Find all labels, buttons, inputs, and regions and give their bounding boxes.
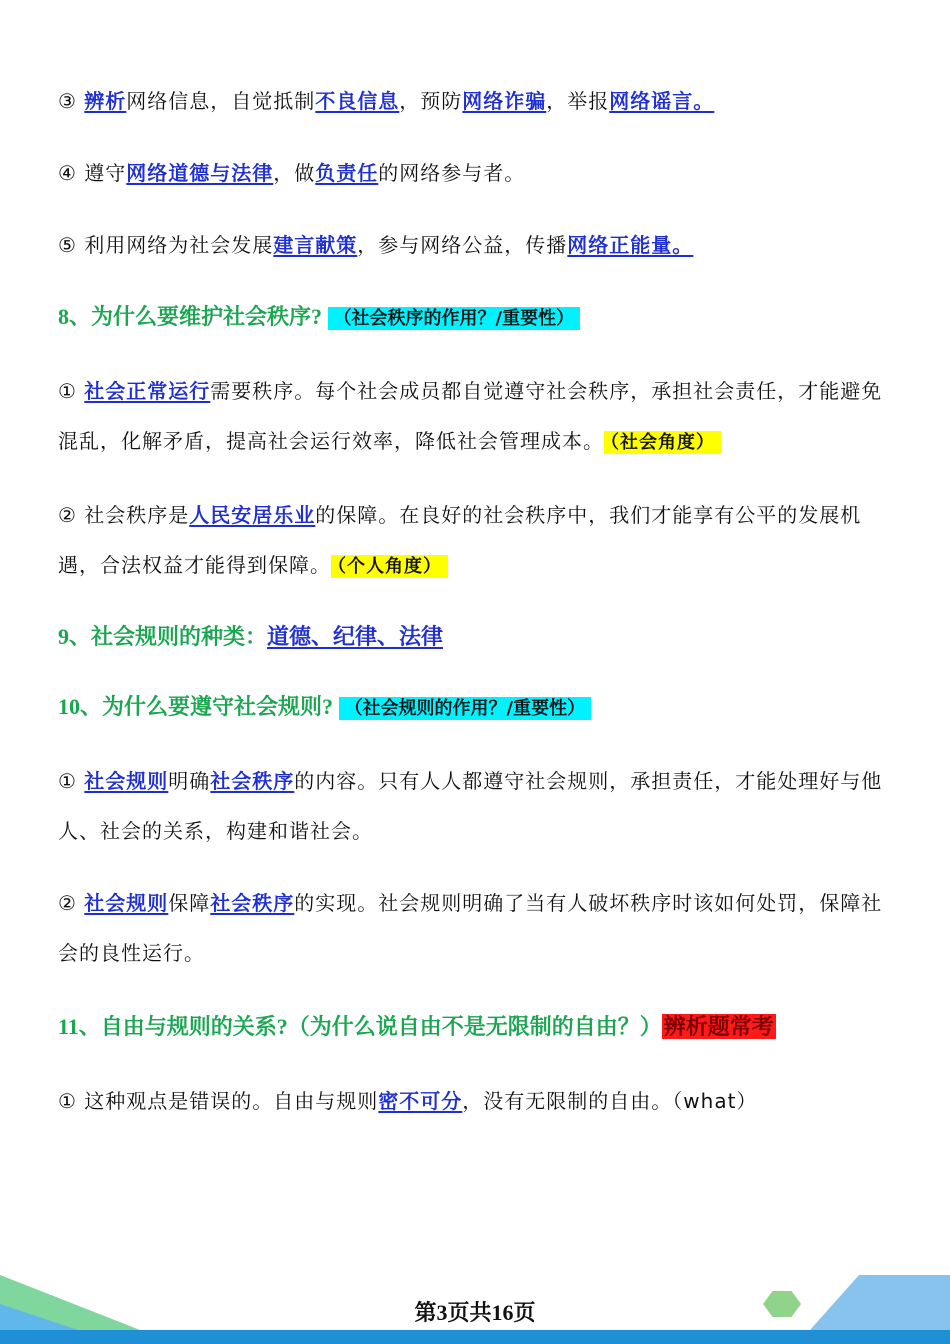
text-segment: 这种观点是错误的。自由与规则 <box>84 1089 379 1113</box>
item-number: ④ <box>58 161 85 185</box>
question-10-title: 10、为什么要遵守社会规则? <box>58 694 334 719</box>
text-segment: 保障 <box>168 891 211 915</box>
keyword-highlight: 网络正能量。 <box>567 233 694 257</box>
paragraph <box>58 1076 898 1126</box>
list-item <box>58 148 898 198</box>
text-segment: 的网络参与者。 <box>378 161 526 185</box>
text-segment: 利用网络为社会发展 <box>84 233 274 257</box>
question-9-title: 9、社会规则的种类： <box>58 624 268 649</box>
question-9-answer: 道德、纪律、法律 <box>267 624 444 649</box>
document-body <box>58 76 898 1126</box>
item-number: ② <box>58 503 85 527</box>
keyword-highlight: 辨析 <box>84 89 127 113</box>
paragraph <box>58 490 898 592</box>
keyword-highlight: 社会规则 <box>84 769 169 793</box>
keyword-highlight: 社会秩序 <box>210 769 295 793</box>
keyword-highlight: 社会规则 <box>84 891 169 915</box>
text-segment: 社会秩序是 <box>84 503 190 527</box>
page-number: 第3页共16页 <box>414 1300 536 1325</box>
keyword-highlight: 密不可分 <box>378 1089 463 1113</box>
item-number: ① <box>58 379 85 403</box>
item-number: ① <box>58 769 85 793</box>
question-9-heading <box>58 614 898 660</box>
keyword-highlight: 社会秩序 <box>210 891 295 915</box>
list-item <box>58 220 898 270</box>
keyword-highlight: 负责任 <box>315 161 379 185</box>
keyword-highlight: 建言献策 <box>273 233 358 257</box>
text-segment: 的实现。社会规则明确了当有人破坏秩序时该如何处罚，保障社会的良性运行。 <box>58 891 883 965</box>
text-segment: 网络信息，自觉抵制 <box>126 89 316 113</box>
text-segment: 遵守 <box>84 161 127 185</box>
paragraph <box>58 878 898 978</box>
question-10-tag: （社会规则的作用？/重要性） <box>339 697 592 720</box>
list-item <box>58 76 898 126</box>
question-11-heading <box>58 1002 898 1052</box>
text-segment: 的保障。在良好的社会秩序中，我们才能享有公平的发展机遇，合法权益才能得到保障。 <box>58 503 862 577</box>
text-segment: ，没有无限制的自由。（what） <box>462 1089 758 1113</box>
item-number: ③ <box>58 89 85 113</box>
question-11-title: 11、自由与规则的关系?（为什么说自由不是无限制的自由？） <box>58 1014 662 1039</box>
keyword-highlight: 不良信息 <box>315 89 400 113</box>
question-8-heading <box>58 294 898 342</box>
text-segment: 的内容。只有人人都遵守社会规则，承担责任，才能处理好与他人、社会的关系，构建和谐社会。 <box>58 769 883 843</box>
keyword-highlight: 网络谣言。 <box>609 89 715 113</box>
footer-bar <box>0 1330 950 1344</box>
keyword-highlight: 人民安居乐业 <box>189 503 316 527</box>
text-segment: ，预防 <box>399 89 463 113</box>
item-number: ⑤ <box>58 233 85 257</box>
keyword-highlight: 网络道德与法律 <box>126 161 274 185</box>
text-segment: ，参与网络公益，传播 <box>357 233 568 257</box>
paragraph <box>58 756 898 856</box>
item-number: ① <box>58 1089 85 1113</box>
paragraph <box>58 366 898 468</box>
text-segment: ，做 <box>273 161 316 185</box>
question-10-heading <box>58 684 898 732</box>
text-segment: 明确 <box>168 769 211 793</box>
keyword-highlight: 网络诈骗 <box>462 89 547 113</box>
item-number: ② <box>58 891 85 915</box>
question-11-tag: 辨析题常考 <box>663 1014 774 1039</box>
question-8-tag: （社会秩序的作用？/重要性） <box>328 307 581 330</box>
text-segment: ，举报 <box>546 89 610 113</box>
perspective-tag: （社会角度） <box>604 431 721 454</box>
text-segment: 需要秩序。每个社会成员都自觉遵守社会秩序，承担社会责任，才能避免混乱，化解矛盾，提高社会运行效率，降低社会管理成本。 <box>58 379 883 453</box>
perspective-tag: （个人角度） <box>331 555 448 578</box>
keyword-highlight: 社会正常运行 <box>84 379 211 403</box>
question-8-title: 8、为什么要维护社会秩序? <box>58 304 323 329</box>
